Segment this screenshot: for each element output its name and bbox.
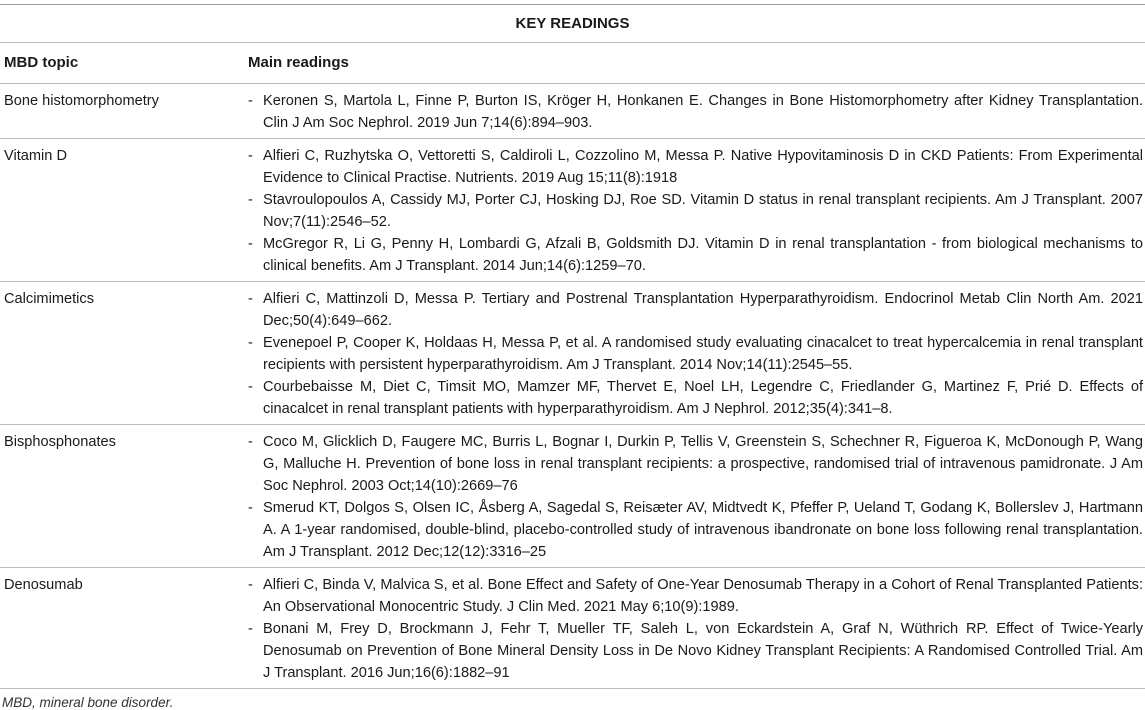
row-readings [248, 574, 1145, 684]
list-dash: - [248, 148, 253, 164]
reading-item [248, 497, 1143, 563]
list-dash: - [248, 335, 253, 351]
list-dash: - [248, 291, 253, 307]
list-dash: - [248, 93, 253, 109]
reading-item [248, 288, 1143, 332]
row-readings [248, 431, 1145, 563]
list-dash: - [248, 379, 253, 395]
reading-item [248, 618, 1143, 684]
row-topic: Denosumab [4, 577, 83, 593]
row-readings [248, 145, 1145, 277]
list-dash: - [248, 434, 253, 450]
reading-item [248, 233, 1143, 277]
reading-item [248, 376, 1143, 420]
reading-text: Stavroulopoulos A, Cassidy MJ, Porter CJ, Hosking DJ, Roe SD. Vitamin D status in renal transplant recipients. Am J Transplant. 2007 Nov;7(11):2546–52. [263, 192, 1143, 230]
table-row [0, 139, 1145, 282]
row-readings [248, 288, 1145, 420]
table-body [0, 84, 1145, 689]
row-topic: Calcimimetics [4, 291, 94, 307]
table-footnote: MBD, mineral bone disorder. [2, 695, 174, 710]
reading-text: Alfieri C, Mattinzoli D, Messa P. Tertiary and Postrenal Transplantation Hyperparathyroidism. Endocrinol Metab Clin North Am. 2021 Dec;50(4):649–662. [263, 291, 1143, 329]
table-row [0, 425, 1145, 568]
list-dash: - [248, 192, 253, 208]
list-dash: - [248, 577, 253, 593]
table-title: KEY READINGS [0, 4, 1145, 43]
header-main-readings: Main readings [248, 54, 349, 71]
reading-text: Alfieri C, Ruzhytska O, Vettoretti S, Caldiroli L, Cozzolino M, Messa P. Native Hypovitaminosis D in CKD Patients: From Experimental Evidence to Clinical Practise. Nutrients. 2019 Aug 15;11(8):1918 [263, 148, 1143, 186]
reading-text: Coco M, Glicklich D, Faugere MC, Burris L, Bognar I, Durkin P, Tellis V, Greenstein S, Schechner R, Figueroa K, McDonough P, Wang G, Malluche H. Prevention of bone loss in renal transplant recipients: a prospective, randomised trial of intravenous pamidronate. J Am Soc Nephrol. 2003 Oct;14(10):2669–76 [263, 434, 1143, 494]
reading-text: Evenepoel P, Cooper K, Holdaas H, Messa P, et al. A randomised study evaluating cinacalcet to treat hypercalcemia in renal transplant recipients with persistent hyperparathyroidism. Am J Transplant. 2014 Nov;14(11):2545–55. [263, 335, 1143, 373]
table-row [0, 568, 1145, 689]
row-readings [248, 90, 1145, 134]
reading-item [248, 189, 1143, 233]
list-dash: - [248, 621, 253, 637]
key-readings-table [0, 4, 1145, 710]
reading-item [248, 574, 1143, 618]
reading-item [248, 90, 1143, 134]
row-topic: Vitamin D [4, 148, 67, 164]
reading-text: Smerud KT, Dolgos S, Olsen IC, Åsberg A, Sagedal S, Reisæter AV, Midtvedt K, Pfeffer P, Ueland T, Godang K, Bollerslev J, Hartmann A. A 1-year randomised, double-blind, placebo-controlled study of intravenous ibandronate on bone loss following renal transplantation. Am J Transplant. 2012 Dec;12(12):3316–25 [263, 500, 1143, 560]
reading-text: Keronen S, Martola L, Finne P, Burton IS, Kröger H, Honkanen E. Changes in Bone Histomorphometry after Kidney Transplantation. Clin J Am Soc Nephrol. 2019 Jun 7;14(6):894–903. [263, 93, 1143, 131]
table-row [0, 282, 1145, 425]
list-dash: - [248, 500, 253, 516]
reading-text: Alfieri C, Binda V, Malvica S, et al. Bone Effect and Safety of One-Year Denosumab Therapy in a Cohort of Renal Transplanted Patients: An Observational Monocentric Study. J Clin Med. 2021 May 6;10(9):1989. [263, 577, 1143, 615]
row-topic: Bisphosphonates [4, 434, 116, 450]
header-mbd-topic: MBD topic [4, 54, 79, 71]
reading-text: Bonani M, Frey D, Brockmann J, Fehr T, Mueller TF, Saleh L, von Eckardstein A, Graf N, Wüthrich RP. Effect of Twice-Yearly Denosumab on Prevention of Bone Mineral Density Loss in De Novo Kidney Transplant Recipients: A Randomised Controlled Trial. Am J Transplant. 2016 Jun;16(6):1882–91 [263, 621, 1143, 681]
row-topic: Bone histomorphometry [4, 93, 159, 109]
header-row [0, 43, 1145, 84]
table-row [0, 84, 1145, 139]
reading-item [248, 145, 1143, 189]
reading-item [248, 431, 1143, 497]
reading-text: Courbebaisse M, Diet C, Timsit MO, Mamzer MF, Thervet E, Noel LH, Legendre C, Friedlander G, Martinez F, Prié D. Effects of cinacalcet in renal transplant patients with hyperparathyroidism. Am J Nephrol. 2012;35(4):341–8. [263, 379, 1143, 417]
list-dash: - [248, 236, 253, 252]
reading-item [248, 332, 1143, 376]
reading-text: McGregor R, Li G, Penny H, Lombardi G, Afzali B, Goldsmith DJ. Vitamin D in renal transplantation - from biological mechanisms to clinical benefits. Am J Transplant. 2014 Jun;14(6):1259–70. [263, 236, 1143, 274]
